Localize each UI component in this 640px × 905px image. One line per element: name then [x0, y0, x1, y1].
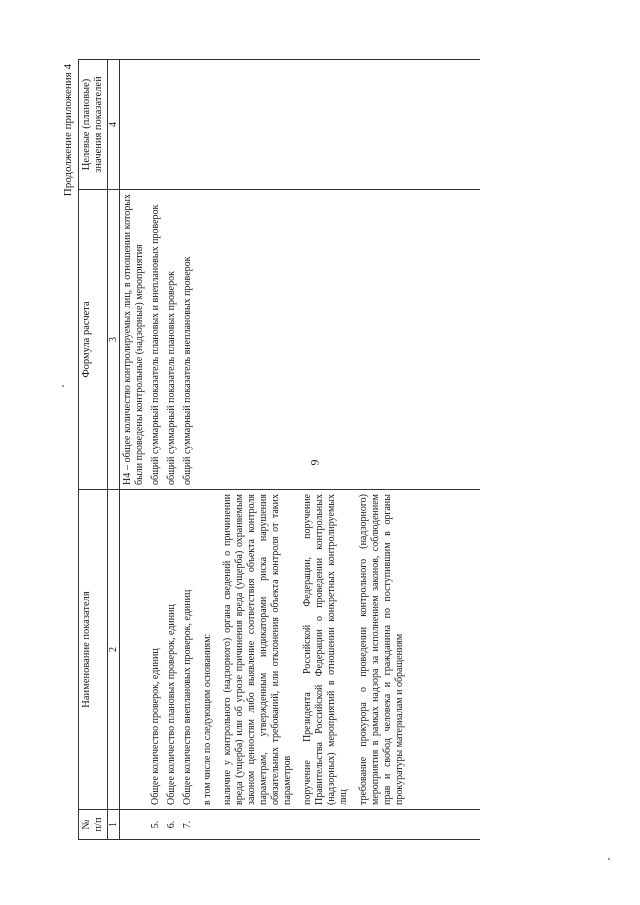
row7-reason: поручение Президента Российской Федерации, поручение Правительства Российской Федерации о проведении контрольных (надзорных) мероприятий в отношении конкретных контролируемых лиц	[302, 494, 349, 805]
col-number-1: 1	[108, 810, 120, 840]
header-formula: Формула расчета	[79, 190, 108, 490]
col-number-2: 2	[108, 490, 120, 810]
row-number: 7.	[180, 810, 416, 840]
row-name: Общее количество проверок, единиц	[148, 490, 164, 810]
appendix-continuation: Продолжение приложения 4	[62, 64, 74, 197]
row-name-text: Общее количество внеплановых проверок, единиц	[182, 589, 193, 805]
header-target-values: Целевые (плановые) значения показателей	[79, 60, 108, 190]
row7-subtitle: в том числе по следующим основаниям:	[202, 633, 213, 805]
header-number: № п/п	[79, 810, 108, 840]
page-number: 9	[307, 459, 322, 466]
row7-reason: требование прокурора о проведении контрольного (надзорного) мероприятия в рамках надзора за исполнением законов, соблюдением прав и свобод человека и гражданина по поступившим в органы прокуратуры материалам и обращениям	[358, 494, 405, 805]
row-number: 6.	[164, 810, 180, 840]
col-number-3: 3	[108, 190, 120, 490]
row-number: 5.	[148, 810, 164, 840]
header-indicator-name: Наименование показателя	[79, 490, 108, 810]
row-formula: общий суммарный показатель плановых и внеплановых проверок	[148, 190, 164, 490]
scan-speck	[608, 858, 610, 860]
row-name: Общее количество плановых проверок, единиц	[164, 490, 180, 810]
row-formula: общий суммарный показатель плановых проверок	[164, 190, 180, 490]
table-row	[148, 60, 164, 840]
row7-reason: наличие у контрольного (надзорного) органа сведений о причинении вреда (ущерба) или об угрозе причинения вреда (ущерба) охраняемым законом ценностям либо выявление соответствия объекта контроля параметрам, утвержденным индикаторами риска нарушения обязательных требований, или отклонения объекта контроля от таких параметров	[222, 494, 293, 805]
table-row	[164, 60, 180, 840]
h4-definition: Н4 – общее количество контролируемых лиц, в отношении которых были проведены контрольные (надзорные) мероприятия	[120, 190, 149, 490]
indicators-table	[78, 59, 480, 840]
rotated-content	[60, 60, 580, 840]
column-number-row	[108, 60, 120, 840]
table-row	[120, 60, 149, 840]
row-name	[180, 490, 416, 810]
table-tail	[416, 60, 480, 840]
header-row	[79, 60, 108, 840]
table-row	[180, 60, 416, 840]
row-formula: общий суммарный показатель внеплановых проверок	[180, 190, 416, 490]
col-number-4: 4	[108, 60, 120, 190]
scan-speck	[62, 385, 64, 387]
